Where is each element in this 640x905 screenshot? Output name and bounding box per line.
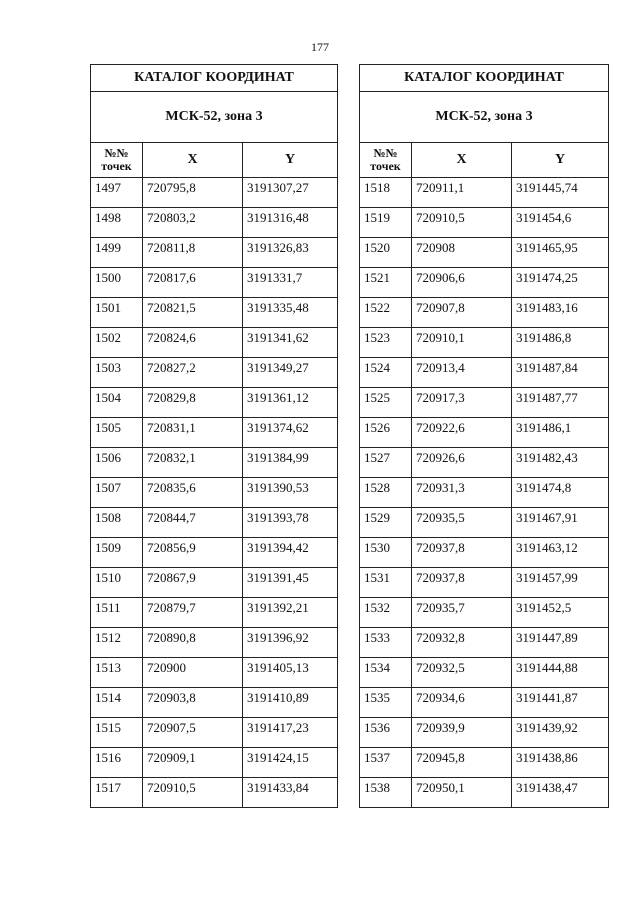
table-row [91, 448, 338, 478]
cell-point-number: 1509 [91, 538, 143, 568]
cell-point-number: 1522 [360, 298, 412, 328]
table-row [91, 688, 338, 718]
cell-point-number: 1510 [91, 568, 143, 598]
catalog-zone: МСК-52, зона 3 [360, 92, 609, 143]
cell-x: 720824,6 [143, 328, 243, 358]
table-row [91, 328, 338, 358]
cell-y: 3191374,62 [243, 418, 338, 448]
cell-point-number: 1497 [91, 178, 143, 208]
coordinate-catalog-left [90, 64, 338, 808]
cell-point-number: 1530 [360, 538, 412, 568]
cell-x: 720945,8 [412, 748, 512, 778]
table-row [360, 178, 609, 208]
cell-x: 720913,4 [412, 358, 512, 388]
cell-y: 3191392,21 [243, 598, 338, 628]
cell-y: 3191405,13 [243, 658, 338, 688]
cell-y: 3191486,1 [512, 418, 609, 448]
cell-y: 3191307,27 [243, 178, 338, 208]
cell-point-number: 1514 [91, 688, 143, 718]
cell-x: 720910,5 [143, 778, 243, 808]
cell-point-number: 1517 [91, 778, 143, 808]
cell-point-number: 1537 [360, 748, 412, 778]
cell-point-number: 1508 [91, 508, 143, 538]
cell-x: 720931,3 [412, 478, 512, 508]
cell-point-number: 1529 [360, 508, 412, 538]
cell-y: 3191438,86 [512, 748, 609, 778]
table-row [91, 268, 338, 298]
cell-x: 720910,1 [412, 328, 512, 358]
cell-x: 720827,2 [143, 358, 243, 388]
table-row [91, 598, 338, 628]
cell-y: 3191444,88 [512, 658, 609, 688]
cell-y: 3191474,25 [512, 268, 609, 298]
cell-point-number: 1532 [360, 598, 412, 628]
cell-x: 720932,8 [412, 628, 512, 658]
table-row [360, 238, 609, 268]
cell-y: 3191341,62 [243, 328, 338, 358]
cell-y: 3191483,16 [512, 298, 609, 328]
cell-y: 3191390,53 [243, 478, 338, 508]
cell-x: 720909,1 [143, 748, 243, 778]
cell-y: 3191361,12 [243, 388, 338, 418]
cell-x: 720908 [412, 238, 512, 268]
table-row [91, 778, 338, 808]
cell-x: 720867,9 [143, 568, 243, 598]
table-row [360, 778, 609, 808]
cell-point-number: 1531 [360, 568, 412, 598]
table-row [360, 688, 609, 718]
cell-x: 720907,8 [412, 298, 512, 328]
cell-y: 3191467,91 [512, 508, 609, 538]
cell-point-number: 1535 [360, 688, 412, 718]
cell-y: 3191454,6 [512, 208, 609, 238]
cell-x: 720926,6 [412, 448, 512, 478]
table-row [91, 568, 338, 598]
cell-x: 720935,7 [412, 598, 512, 628]
cell-y: 3191482,43 [512, 448, 609, 478]
cell-point-number: 1512 [91, 628, 143, 658]
cell-x: 720907,5 [143, 718, 243, 748]
table-row [91, 628, 338, 658]
cell-y: 3191335,48 [243, 298, 338, 328]
table-row [91, 388, 338, 418]
table-row [360, 448, 609, 478]
cell-point-number: 1519 [360, 208, 412, 238]
table-row [91, 418, 338, 448]
table-row [360, 628, 609, 658]
cell-point-number: 1505 [91, 418, 143, 448]
cell-x: 720937,8 [412, 538, 512, 568]
cell-y: 3191452,5 [512, 598, 609, 628]
cell-x: 720831,1 [143, 418, 243, 448]
cell-x: 720910,5 [412, 208, 512, 238]
cell-point-number: 1521 [360, 268, 412, 298]
cell-y: 3191349,27 [243, 358, 338, 388]
cell-x: 720844,7 [143, 508, 243, 538]
page-number: 177 [311, 40, 329, 54]
cell-x: 720950,1 [412, 778, 512, 808]
cell-point-number: 1503 [91, 358, 143, 388]
table-row [360, 718, 609, 748]
cell-point-number: 1506 [91, 448, 143, 478]
coordinate-catalog-right [359, 64, 609, 808]
cell-point-number: 1526 [360, 418, 412, 448]
cell-x: 720934,6 [412, 688, 512, 718]
cell-y: 3191465,95 [512, 238, 609, 268]
column-header-point-number [91, 143, 143, 178]
cell-point-number: 1515 [91, 718, 143, 748]
table-row [360, 568, 609, 598]
cell-x: 720879,7 [143, 598, 243, 628]
cell-y: 3191326,83 [243, 238, 338, 268]
cell-y: 3191433,84 [243, 778, 338, 808]
cell-x: 720856,9 [143, 538, 243, 568]
table-row [91, 718, 338, 748]
cell-point-number: 1520 [360, 238, 412, 268]
table-row [360, 478, 609, 508]
table-row [360, 658, 609, 688]
column-header-point-number-line2: точек [101, 159, 132, 173]
table-row [91, 238, 338, 268]
cell-point-number: 1536 [360, 718, 412, 748]
table-row [360, 298, 609, 328]
cell-x: 720937,8 [412, 568, 512, 598]
cell-y: 3191424,15 [243, 748, 338, 778]
cell-y: 3191474,8 [512, 478, 609, 508]
table-row [91, 508, 338, 538]
cell-y: 3191410,89 [243, 688, 338, 718]
cell-x: 720911,1 [412, 178, 512, 208]
table-row [91, 478, 338, 508]
table-row [360, 208, 609, 238]
cell-point-number: 1533 [360, 628, 412, 658]
cell-point-number: 1504 [91, 388, 143, 418]
table-row [360, 268, 609, 298]
cell-y: 3191486,8 [512, 328, 609, 358]
cell-y: 3191441,87 [512, 688, 609, 718]
cell-point-number: 1501 [91, 298, 143, 328]
table-row [360, 598, 609, 628]
cell-y: 3191393,78 [243, 508, 338, 538]
table-row [91, 208, 338, 238]
cell-point-number: 1525 [360, 388, 412, 418]
cell-x: 720803,2 [143, 208, 243, 238]
cell-x: 720817,6 [143, 268, 243, 298]
cell-point-number: 1516 [91, 748, 143, 778]
table-row [91, 658, 338, 688]
catalog-zone: МСК-52, зона 3 [91, 92, 338, 143]
table-row [91, 178, 338, 208]
cell-point-number: 1523 [360, 328, 412, 358]
table-row [360, 538, 609, 568]
column-header-y: Y [512, 143, 609, 178]
table-row [91, 358, 338, 388]
cell-x: 720829,8 [143, 388, 243, 418]
cell-y: 3191394,42 [243, 538, 338, 568]
cell-point-number: 1524 [360, 358, 412, 388]
table-row [91, 748, 338, 778]
cell-x: 720917,3 [412, 388, 512, 418]
cell-y: 3191445,74 [512, 178, 609, 208]
cell-y: 3191457,99 [512, 568, 609, 598]
cell-point-number: 1498 [91, 208, 143, 238]
cell-x: 720832,1 [143, 448, 243, 478]
cell-x: 720900 [143, 658, 243, 688]
column-header-x: X [143, 143, 243, 178]
table-row [360, 508, 609, 538]
cell-y: 3191447,89 [512, 628, 609, 658]
column-header-y: Y [243, 143, 338, 178]
table-row [360, 328, 609, 358]
cell-y: 3191487,84 [512, 358, 609, 388]
column-header-point-number [360, 143, 412, 178]
cell-x: 720811,8 [143, 238, 243, 268]
column-header-x: X [412, 143, 512, 178]
cell-point-number: 1507 [91, 478, 143, 508]
table-row [360, 388, 609, 418]
cell-point-number: 1518 [360, 178, 412, 208]
cell-point-number: 1502 [91, 328, 143, 358]
cell-x: 720903,8 [143, 688, 243, 718]
cell-y: 3191417,23 [243, 718, 338, 748]
cell-y: 3191391,45 [243, 568, 338, 598]
cell-x: 720932,5 [412, 658, 512, 688]
table-row [360, 418, 609, 448]
cell-x: 720906,6 [412, 268, 512, 298]
table-row [91, 538, 338, 568]
table-row [360, 748, 609, 778]
cell-y: 3191316,48 [243, 208, 338, 238]
cell-y: 3191396,92 [243, 628, 338, 658]
cell-x: 720835,6 [143, 478, 243, 508]
catalog-title: КАТАЛОГ КООРДИНАТ [91, 65, 338, 92]
catalog-title: КАТАЛОГ КООРДИНАТ [360, 65, 609, 92]
cell-y: 3191439,92 [512, 718, 609, 748]
table-row [91, 298, 338, 328]
cell-point-number: 1511 [91, 598, 143, 628]
column-header-point-number-line1: №№ [373, 146, 398, 160]
cell-x: 720795,8 [143, 178, 243, 208]
cell-point-number: 1527 [360, 448, 412, 478]
cell-point-number: 1499 [91, 238, 143, 268]
cell-point-number: 1538 [360, 778, 412, 808]
cell-x: 720922,6 [412, 418, 512, 448]
cell-point-number: 1534 [360, 658, 412, 688]
cell-y: 3191487,77 [512, 388, 609, 418]
cell-x: 720890,8 [143, 628, 243, 658]
column-header-point-number-line1: №№ [104, 146, 129, 160]
cell-x: 720939,9 [412, 718, 512, 748]
cell-point-number: 1500 [91, 268, 143, 298]
cell-x: 720821,5 [143, 298, 243, 328]
cell-x: 720935,5 [412, 508, 512, 538]
cell-y: 3191463,12 [512, 538, 609, 568]
cell-point-number: 1528 [360, 478, 412, 508]
column-header-point-number-line2: точек [370, 159, 401, 173]
cell-point-number: 1513 [91, 658, 143, 688]
cell-y: 3191331,7 [243, 268, 338, 298]
cell-y: 3191384,99 [243, 448, 338, 478]
cell-y: 3191438,47 [512, 778, 609, 808]
table-row [360, 358, 609, 388]
